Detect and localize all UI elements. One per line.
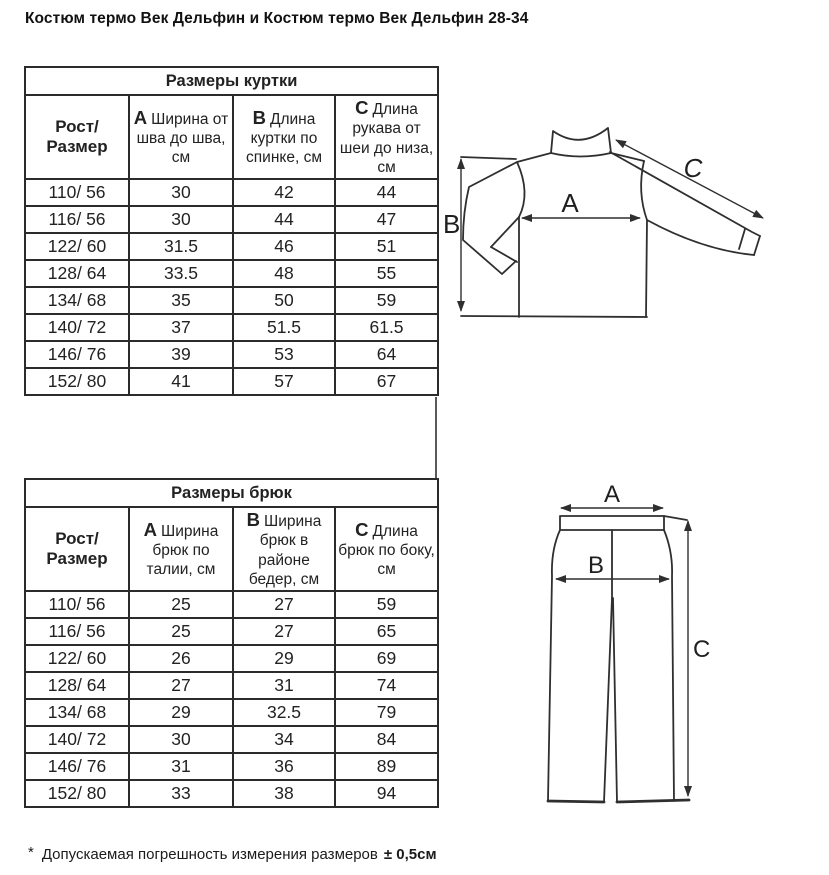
value-cell: 59 [335,591,438,618]
pants-diagram [520,480,829,850]
value-cell: 38 [233,780,335,807]
jacket-diagram [440,100,829,350]
value-cell: 31 [233,672,335,699]
size-cell: 152/ 80 [25,780,129,807]
jacket-dim-label-b: B [443,209,461,239]
pants-waistband [560,516,664,530]
size-cell: 110/ 56 [25,591,129,618]
pants-dim-label-c: C [693,636,711,663]
value-cell: 59 [335,287,438,314]
jacket-size-row [25,341,438,368]
value-cell: 89 [335,753,438,780]
value-cell: 29 [129,699,233,726]
value-cell: 35 [129,287,233,314]
jacket-top-extension-line [461,157,516,159]
column-label: Ширина от шва до шва, см [136,110,229,167]
value-cell: 30 [129,726,233,753]
value-cell: 46 [233,233,335,260]
column-header-b [233,507,335,591]
pants-right-hem [617,800,689,802]
value-cell: 74 [335,672,438,699]
value-cell: 51.5 [233,314,335,341]
value-cell: 44 [233,206,335,233]
value-cell: 37 [129,314,233,341]
jacket-dim-label-c: C [683,153,703,183]
size-cell: 116/ 56 [25,618,129,645]
size-cell: 128/ 64 [25,260,129,287]
pants-size-row [25,780,438,807]
page-title: Костюм термо Век Дельфин и Костюм термо Век Дельфин 28-34 [25,10,529,27]
pants-left-leg-inner [604,598,612,802]
size-cell: 128/ 64 [25,672,129,699]
dim-letter-b: B [252,106,266,128]
column-label: Длина рукава от шеи до низа, см [339,101,434,177]
value-cell: 64 [335,341,438,368]
column-label: Ширина брюк в районе бедер, см [248,513,322,589]
pants-size-row [25,753,438,780]
jacket-size-row [25,287,438,314]
value-cell: 32.5 [233,699,335,726]
jacket-size-row [25,206,438,233]
jacket-dim-label-a: A [561,188,579,218]
value-cell: 67 [335,368,438,395]
value-cell: 84 [335,726,438,753]
jacket-right-cuff-line [739,229,745,249]
value-cell: 50 [233,287,335,314]
value-cell: 27 [233,591,335,618]
value-cell: 34 [233,726,335,753]
pants-table-title: Размеры брюк [25,479,438,507]
value-cell: 61.5 [335,314,438,341]
jacket-size-row [25,368,438,395]
jacket-left-cuff-line [491,247,517,262]
footnote-text: Допускаемая погрешность измерения размеров [41,846,378,863]
pants-size-table [24,478,439,808]
pants-dim-label-b: B [587,552,605,579]
value-cell: 30 [129,206,233,233]
jacket-size-row [25,179,438,206]
value-cell: 48 [233,260,335,287]
value-cell: 31.5 [129,233,233,260]
jacket-right-cuff-end [754,236,760,255]
value-cell: 69 [335,645,438,672]
pants-size-row [25,618,438,645]
value-cell: 33 [129,780,233,807]
value-cell: 51 [335,233,438,260]
size-cell: 146/ 76 [25,753,129,780]
pants-left-hem [548,801,604,802]
size-cell: 140/ 72 [25,726,129,753]
jacket-collar [551,128,611,157]
size-cell: 134/ 68 [25,287,129,314]
pants-size-row [25,591,438,618]
pants-size-row [25,645,438,672]
pants-size-row [25,726,438,753]
tables-connector-line [435,397,437,479]
pants-right-side [664,530,674,801]
size-cell: 134/ 68 [25,699,129,726]
jacket-size-row [25,260,438,287]
dim-letter-c: C [355,518,369,540]
column-header-a [129,507,233,591]
column-header-c [335,95,438,179]
jacket-size-table [24,66,439,396]
value-cell: 29 [233,645,335,672]
column-label: Длина брюк по боку, см [338,522,435,579]
row-header: Рост/Размер [25,95,129,179]
value-cell: 42 [233,179,335,206]
value-cell: 55 [335,260,438,287]
pants-right-leg-inner [613,598,617,802]
footnote-asterisk: * [28,844,34,861]
value-cell: 25 [129,591,233,618]
size-cell: 110/ 56 [25,179,129,206]
jacket-size-row [25,233,438,260]
jacket-body-right [646,220,647,317]
size-cell: 116/ 56 [25,206,129,233]
size-cell: 122/ 60 [25,645,129,672]
dim-letter-c: C [355,97,369,118]
value-cell: 79 [335,699,438,726]
pants-c-connector [664,516,687,520]
jacket-size-row [25,314,438,341]
footnote-value: ± 0,5см [383,846,437,863]
pants-dim-label-a: A [603,481,621,508]
value-cell: 41 [129,368,233,395]
jacket-left-sleeve-inner [491,217,519,247]
jacket-table-header-row [25,95,438,179]
pants-table-header-row [25,507,438,591]
column-header-a [129,95,233,179]
value-cell: 27 [129,672,233,699]
column-label: Длина куртки по спинке, см [246,110,322,167]
size-cell: 146/ 76 [25,341,129,368]
value-cell: 53 [233,341,335,368]
column-label: Ширина брюк по талии, см [146,522,219,579]
jacket-table-title: Размеры куртки [25,67,438,95]
value-cell: 30 [129,179,233,206]
size-cell: 122/ 60 [25,233,129,260]
value-cell: 57 [233,368,335,395]
size-cell: 140/ 72 [25,314,129,341]
value-cell: 27 [233,618,335,645]
value-cell: 26 [129,645,233,672]
jacket-right-shoulder [611,153,644,161]
pants-left-side [548,530,560,800]
value-cell: 47 [335,206,438,233]
jacket-table-title-row [25,67,438,95]
value-cell: 33.5 [129,260,233,287]
dim-letter-b: B [246,509,261,530]
value-cell: 31 [129,753,233,780]
jacket-left-armhole [517,162,525,217]
jacket-left-shoulder [517,153,551,162]
value-cell: 94 [335,780,438,807]
value-cell: 44 [335,179,438,206]
pants-table-title-row [25,479,438,507]
value-cell: 36 [233,753,335,780]
pants-size-row [25,699,438,726]
jacket-right-sleeve-bottom [647,220,754,255]
jacket-bottom-line [461,316,647,317]
column-header-c [335,507,438,591]
value-cell: 39 [129,341,233,368]
row-header: Рост/Размер [25,507,129,591]
value-cell: 25 [129,618,233,645]
pants-size-row [25,672,438,699]
column-header-b [233,95,335,179]
dim-letter-a: A [133,106,148,128]
tolerance-footnote [28,844,437,863]
size-cell: 152/ 80 [25,368,129,395]
dim-letter-a: A [143,518,158,540]
value-cell: 65 [335,618,438,645]
